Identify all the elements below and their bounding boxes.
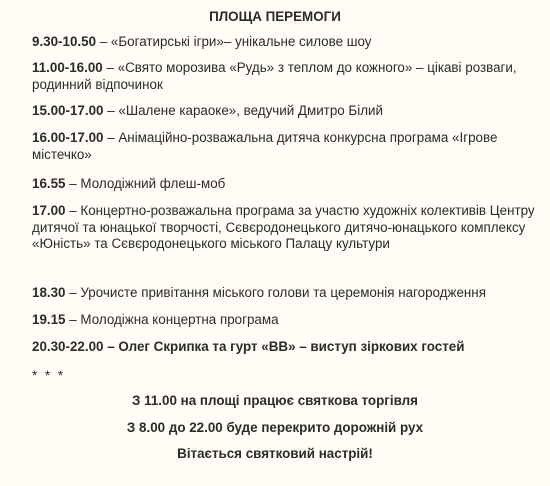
page-title: ПЛОЩА ПЕРЕМОГИ — [209, 9, 341, 24]
schedule-item — [32, 176, 537, 193]
separator: * * * — [32, 368, 66, 383]
schedule-item — [32, 60, 537, 93]
schedule-item — [32, 312, 537, 329]
schedule-text: – Урочисте привітання міського голови та церемонія нагородження — [65, 285, 486, 300]
schedule-item — [32, 130, 537, 163]
schedule-item — [32, 203, 537, 253]
schedule-time: 15.00-17.00 — [32, 103, 104, 118]
schedule-time: 16.55 — [32, 176, 66, 191]
schedule-time: 9.30-10.50 — [32, 34, 97, 49]
greeting: Вітається святковий настрій! — [177, 446, 373, 461]
schedule-text: – Олег Скрипка та гурт «ВВ» – виступ зіркових гостей — [103, 339, 465, 354]
schedule-time: 17.00 — [32, 203, 66, 218]
schedule-item — [32, 285, 537, 302]
schedule-time: 18.30 — [32, 285, 66, 300]
schedule-text: – Анімаційно-розважальна дитяча конкурсна програма «Ігрове містечко» — [32, 130, 498, 162]
trade-notice: З 11.00 на площі працює святкова торгівля — [132, 393, 418, 408]
schedule-time: 20.30-22.00 — [32, 339, 104, 354]
schedule-time: 19.15 — [32, 312, 66, 327]
schedule-item — [32, 103, 537, 120]
schedule-text: – Молодіжний флеш-моб — [65, 176, 226, 191]
schedule-time: 11.00-16.00 — [32, 60, 103, 75]
schedule-item-headliner — [32, 339, 537, 356]
schedule-text: – «Шалене караоке», ведучий Дмитро Білий — [103, 103, 383, 118]
schedule-text: – «Богатирські ігри»– унікальне силове шоу — [96, 34, 372, 49]
schedule-text: – «Свято морозива «Рудь» з теплом до кожного» – цікаві розваги, родинний відпочинок — [32, 60, 517, 92]
traffic-notice: З 8.00 до 22.00 буде перекрито дорожній рух — [126, 420, 424, 435]
schedule-text: – Молодіжна концертна програма — [65, 312, 279, 327]
schedule-time: 16.00-17.00 — [32, 130, 104, 145]
schedule-item — [32, 34, 537, 51]
schedule-text: – Концертно-розважальна програма за участю художніх колективів Центру дитячої та юнацької творчості, Сєвєродонецького дитячо-юнацького комплексу «Юність» та Сєвєродонецького міського Палацу культури — [32, 203, 535, 251]
